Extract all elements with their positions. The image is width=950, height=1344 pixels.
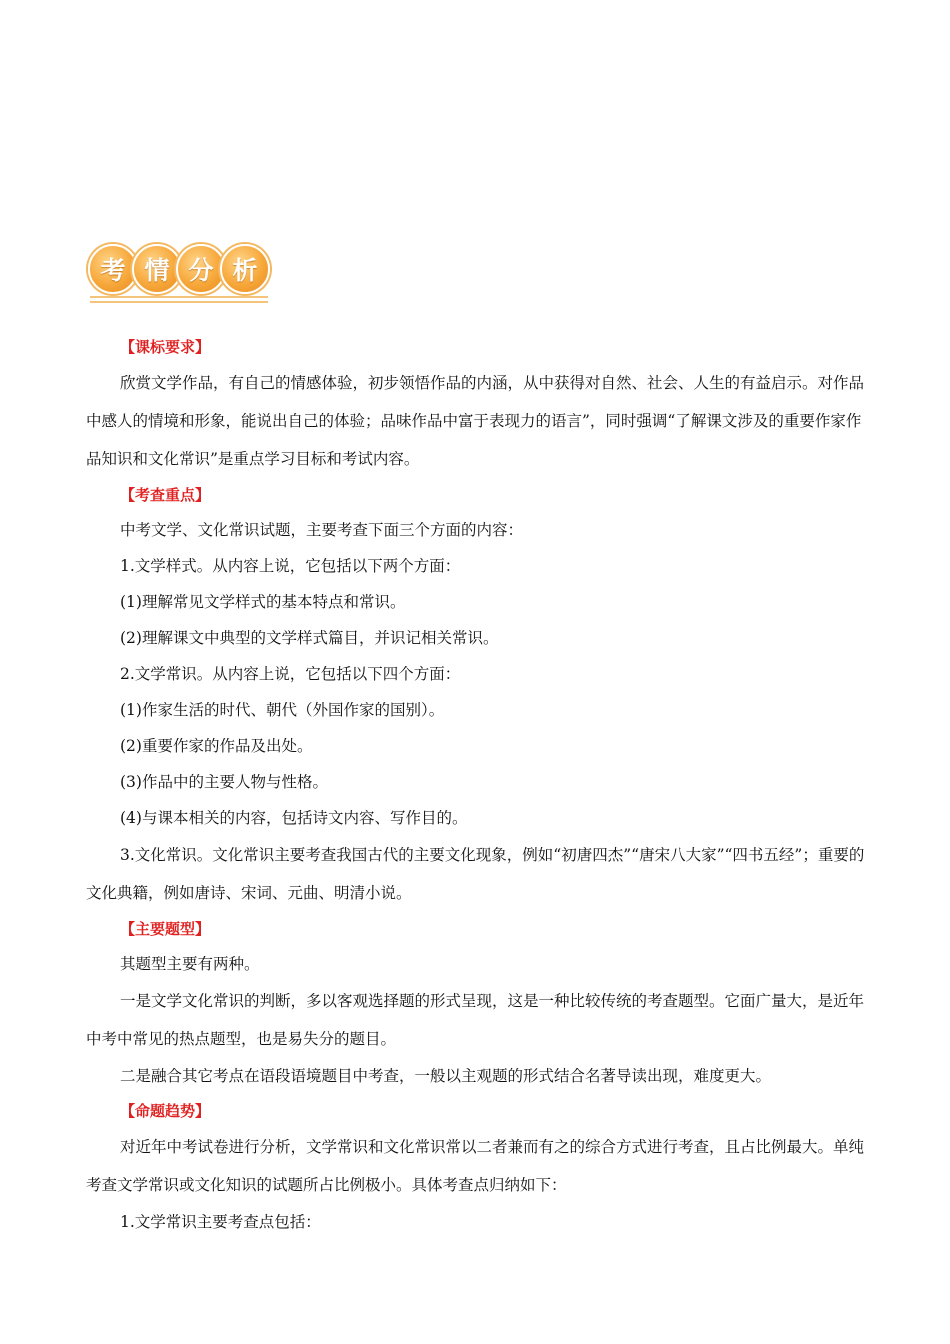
paragraph: 一是文学文化常识的判断，多以客观选择题的形式呈现，这是一种比较传统的考查题型。它面广量大，是近年中考中常见的热点题型，也是易失分的题目。 [86, 992, 865, 1048]
section-banner [86, 244, 272, 308]
section-heading: 【课标要求】 [120, 338, 211, 356]
section-heading: 【考查重点】 [120, 486, 211, 504]
banner-char: 考 [88, 244, 138, 294]
list-item: 3.文化常识。文化常识主要考查我国古代的主要文化现象，例如“初唐四杰”“唐宋八大家”“四书五经”；重要的文化典籍，例如唐诗、宋词、元曲、明清小说。 [86, 846, 865, 902]
banner-underline [90, 301, 268, 303]
paragraph: 欣赏文学作品，有自己的情感体验，初步领悟作品的内涵，从中获得对自然、社会、人生的有益启示。对作品中感人的情境和形象，能说出自己的体验；品味作品中富于表现力的语言”，同时强调“了解课文涉及的重要作家作品知识和文化常识”是重点学习目标和考试内容。 [86, 374, 865, 468]
paragraph: 对近年中考试卷进行分析，文学常识和文化常识常以二者兼而有之的综合方式进行考查，且占比例最大。单纯考查文学常识或文化知识的试题所占比例极小。具体考查点归纳如下： [86, 1138, 865, 1194]
list-item: (1)理解常见文学样式的基本特点和常识。 [120, 593, 406, 611]
banner-char: 析 [220, 244, 270, 294]
section-heading: 【主要题型】 [120, 920, 211, 938]
banner-badges [86, 244, 272, 294]
banner-char: 情 [132, 244, 182, 294]
section-heading: 【命题趋势】 [120, 1102, 211, 1120]
list-item: (4)与课本相关的内容，包括诗文内容、写作目的。 [120, 809, 468, 827]
banner-underline [90, 296, 268, 298]
list-item: (1)作家生活的时代、朝代（外国作家的国别）。 [120, 701, 445, 719]
list-item: 1.文学常识主要考查点包括： [120, 1213, 321, 1231]
list-item: 2.文学常识。从内容上说，它包括以下四个方面： [120, 665, 461, 683]
banner-char: 分 [176, 244, 226, 294]
paragraph: 其题型主要有两种。 [120, 955, 260, 973]
paragraph: 中考文学、文化常识试题，主要考查下面三个方面的内容： [120, 521, 524, 539]
list-item: (3)作品中的主要人物与性格。 [120, 773, 328, 791]
list-item: (2)重要作家的作品及出处。 [120, 737, 313, 755]
document-body [86, 330, 866, 1240]
list-item: (2)理解课文中典型的文学样式篇目，并识记相关常识。 [120, 629, 499, 647]
paragraph: 二是融合其它考点在语段语境题目中考查，一般以主观题的形式结合名著导读出现，难度更大。 [120, 1067, 772, 1085]
list-item: 1.文学样式。从内容上说，它包括以下两个方面： [120, 557, 461, 575]
